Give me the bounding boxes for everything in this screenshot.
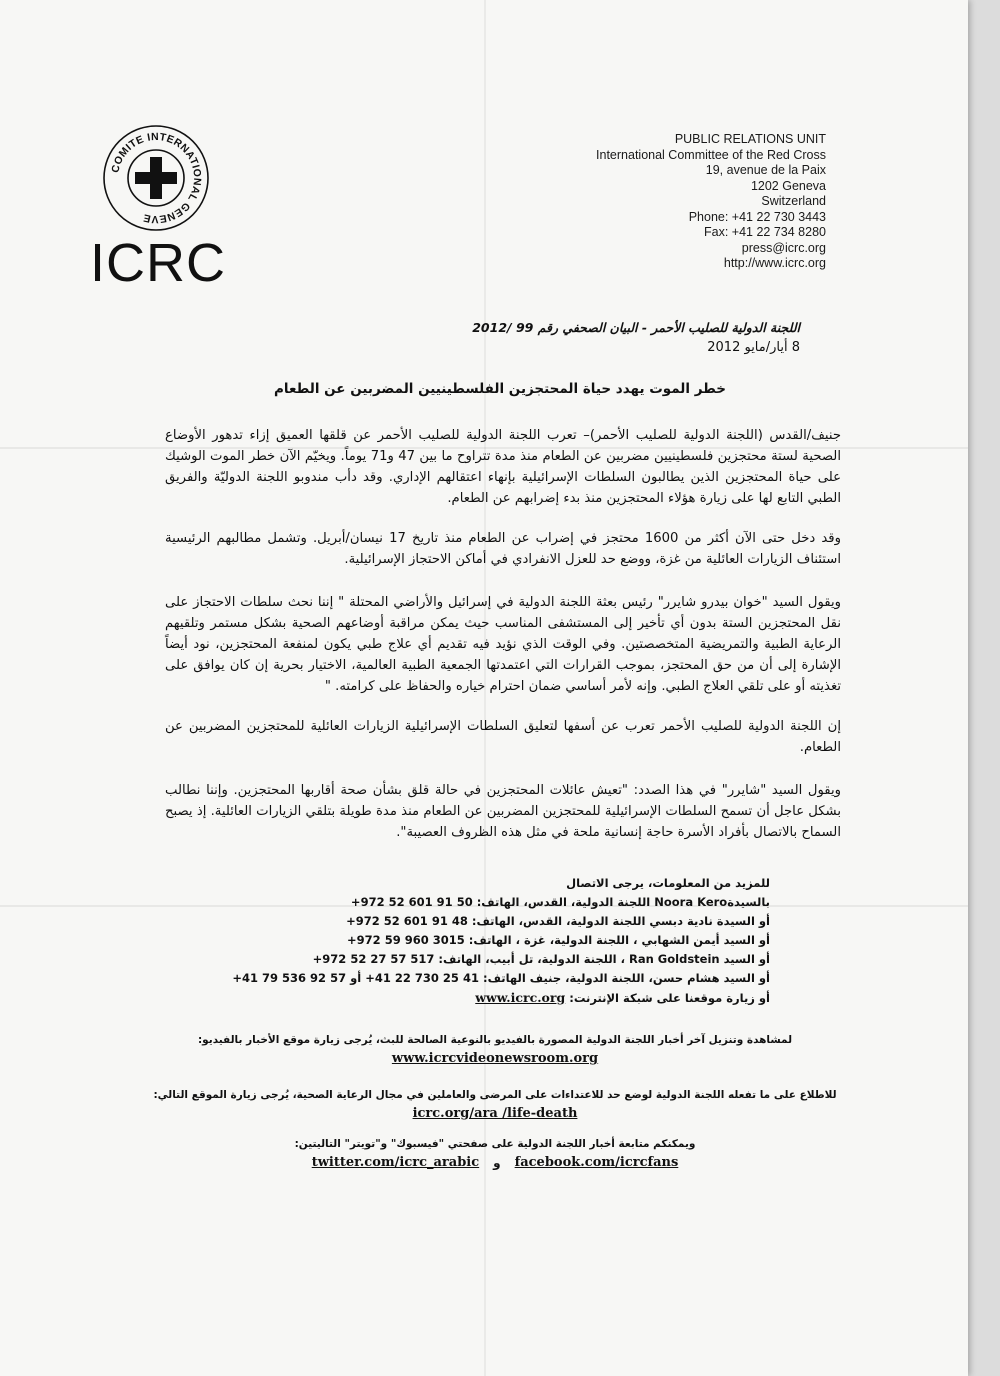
paragraph: ويقول السيد "خوان بيدرو شايرر" رئيس بعثة اللجنة الدولية في إسرائيل والأراضي المحتلة " إننا نحث سلطات الاحتجاز على نقل المحتجزين الستة بدون أي تأخير إلى المستشفى المناسب حيث يمكن مراقبة أوضاعهم الصحية بشكل مستمر وتلقيهم الرعاية الطبية والتمريضية المتخصصتين. وفي الوقت الذي نؤيد فيه تقديم أي علاج طبي يكون لمنفعة المحتجزين، نود أيضاً الإشارة إلى أن من حق المحتجز، بموجب القرارات التي اعتمدتها الجمعية الطبية العالمية، الاختيار بحرية إن كان يوافق على تغذيته أو على تلقي العلاج الطبي. وإنه لأمر أساسي ضمان احترام خياره والحفاظ على كرامته. " [165,595,841,694]
paragraph: ويقول السيد "شايرر" في هذا الصدد: "تعيش عائلات المحتجزين في حالة قلق بشأن صحة أقاربها المحتجزين. وإننا نطالب بشكل عاجل أن تسمح السلطات الإسرائيلية للمحتجزين المضربين عن الطعام منذ مدة طويلة بتلقي الزيارات العائلية. إذ يصبح السماح بالاتصال بأفراد الأسرة حاجة إنسانية ملحة في مثل هذه الظروف العصيبة". [165,783,841,840]
website-line [200,988,770,1008]
social-note-text: ويمكنكم متابعة أخبار اللجنة الدولية على صفحتي "فيسبوك" و"تويتر" التاليتين: [294,1138,696,1150]
icrc-logo-text: ICRC [90,233,226,293]
paragraph: إن اللجنة الدولية للصليب الأحمر تعرب عن أسفها لتعليق السلطات الإسرائيلية الزيارات العائلية للمحتجزين المضربين عن الطعام. [165,719,841,755]
paragraph: وقد دخل حتى الآن أكثر من 1600 محتجز في إضراب عن الطعام منذ تاريخ 17 نيسان/أبريل. وتشمل مطالبهم الرئيسية استئناف الزيارات العائلية من غزة، ووضع حد للعزل الانفرادي في أماكن الاحتجاز الإسرائيلية. [165,531,841,567]
release-date: 8 أيار/مايو 2012 [707,340,800,355]
social-note [150,1136,840,1174]
address-unit: PUBLIC RELATIONS UNIT [674,132,826,146]
health-care-note-text: للاطلاع على ما تفعله اللجنة الدولية لوضع حد للاعتداءات على المرضى والعاملين في مجال الرعاية الصحية، يُرجى زيارة الموقع التالي: [153,1089,837,1101]
address-org: International Committee of the Red Cross [596,147,826,162]
address-phone: Phone: +41 22 730 3443 [688,209,826,224]
address-city: 1202 Geneva [750,178,826,193]
address-email[interactable]: press@icrc.org [741,240,826,255]
icrc-emblem-icon [100,122,212,234]
release-title: خطر الموت يهدد حياة المحتجزين الفلسطينيين المضربين عن الطعام [274,381,726,397]
website-link[interactable]: www.icrc.org [475,990,566,1005]
health-care-note [150,1087,840,1125]
address-web[interactable]: http://www.icrc.org [723,256,826,270]
video-newsroom-link[interactable]: www.icrcvideonewsroom.org [391,1051,599,1066]
svg-text:COMITE INTERNATIONAL GENEVE: COMITE INTERNATIONAL GENEVE [109,130,204,226]
address-country: Switzerland [761,194,826,208]
video-note [150,1032,840,1070]
life-death-link[interactable]: icrc.org/ara /life-death [412,1106,578,1121]
contact-line: بالسيدةNoora Kero اللجنة الدولية، القدس، الهاتف: 50 91 601 52 972+ [350,895,770,909]
contact-line: أو السيد أيمن الشهابي ، اللجنة الدولية، غزة ، الهاتف: 3015 960 59 972+ [347,933,770,947]
address-block [426,132,826,272]
social-links-row [150,1152,840,1174]
address-street: 19, avenue de la Paix [705,163,826,177]
and-conjunction: و [493,1156,501,1170]
website-label: أو زيارة موقعنا على شبكة الإنترنت: [569,991,770,1005]
contact-line: أو السيد Ran Goldstein ، اللجنة الدولية، تل أبيب، الهاتف: 517 57 27 52 972+ [312,952,770,966]
contacts-block [200,874,770,1008]
address-fax: Fax: +41 22 734 8280 [704,225,826,239]
contact-line: أو السيد هشام حسن، اللجنة الدولية، جنيف الهاتف: 41 25 730 22 41+ أو 57 92 536 79 41+ [232,971,770,985]
contact-line: أو السيدة نادية دبسي اللجنة الدولية، القدس، الهاتف: 48 91 601 52 972+ [346,914,770,928]
contacts-heading: للمزيد من المعلومات، يرجى الاتصال [566,876,770,890]
release-header: اللجنة الدولية للصليب الأحمر - البيان الصحفي رقم 99 /2012 [472,320,800,335]
video-note-text: لمشاهدة وتنزيل آخر أخبار اللجنة الدولية المصورة بالفيديو بالنوعية الصالحة للبث، يُرجى زيارة موقع الأخبار بالفيديو: [197,1034,793,1046]
twitter-link[interactable]: twitter.com/icrc_arabic [311,1155,480,1170]
paragraph: جنيف/القدس (اللجنة الدولية للصليب الأحمر)– تعرب اللجنة الدولية للصليب الأحمر عن قلقها العميق إزاء تدهور الأوضاع الصحية لستة محتجزين فلسطينيين مضربين عن الطعام منذ مدة تتراوح ما بين 47 و71 يوماً. ويخيّم الآن خطر الموت الوشيك على حياة المحتجزين الذين يطالبون السلطات الإسرائيلية بإنهاء اعتقالهم الإداري. وقد دأب مندوبو اللجنة الدوليّة والفريق الطبي التابع لها على زيارة هؤلاء المحتجزين منذ بدء إضرابهم عن الطعام. [165,428,841,506]
facebook-link[interactable]: facebook.com/icrcfans [514,1155,679,1170]
